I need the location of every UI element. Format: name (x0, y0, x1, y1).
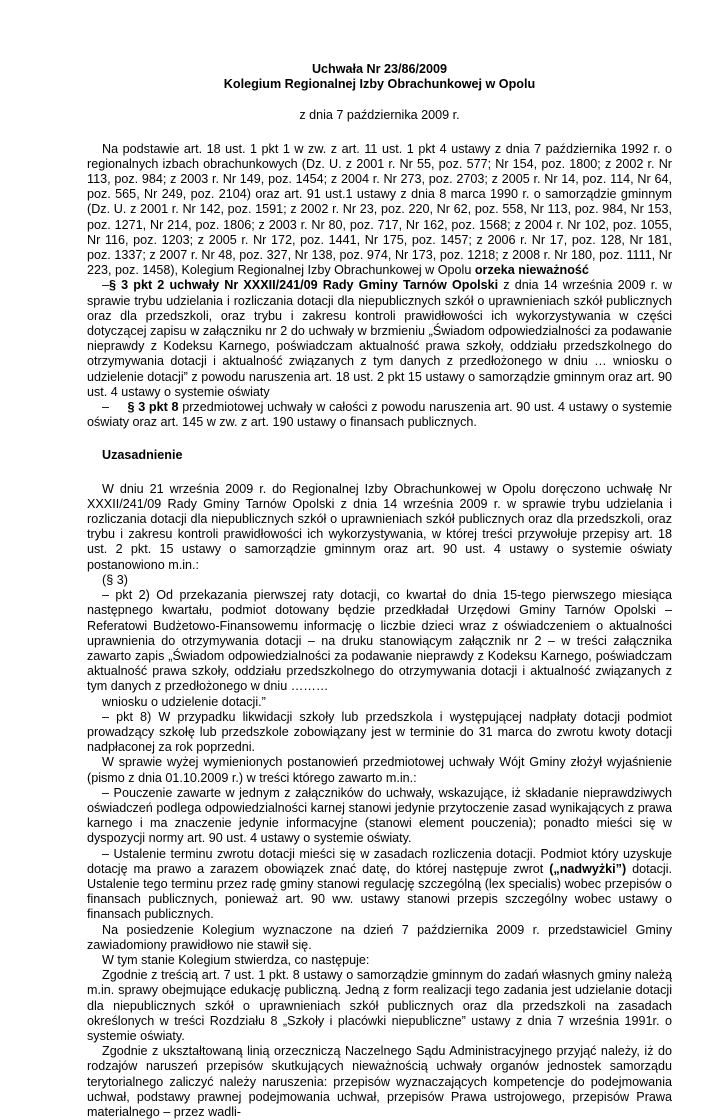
item-dash: – (102, 278, 110, 293)
ruling-phrase: orzeka nieważność (474, 263, 589, 278)
item-dash: – (102, 400, 110, 415)
ruling-item-1 (87, 278, 672, 400)
quoted-point-8 (87, 710, 672, 756)
quoted-point-2-end: wniosku o udzielenie dotacji.” (102, 694, 266, 709)
ruling-item-2-title: § 3 pkt 8 (127, 400, 179, 415)
resolution-number: Uchwała Nr 23/86/2009 (311, 62, 448, 76)
issuing-body: Kolegium Regionalnej Izby Obrachunkowej w Opolu (223, 77, 536, 92)
justification-paragraph: W sprawie wyżej wymienionych postanowień przedmiotowej uchwały Wójt Gminy złożył wyjaśnienie (pismo z dnia 01.10.2009 r.) w treści którego zawarto m.in.: (87, 755, 672, 785)
quoted-point-2 (87, 588, 672, 694)
resolution-date: z dnia 7 października 2009 r. (299, 108, 460, 123)
explanation-point-2-text-b: dotacji. Ustalenie tego terminu przez radę gminy stanowi regulację szczególną (lex specialis) wobec przepisów o finansach publicznych, ponieważ art. 90 ww. ustawy stanowi przepis szczególny wobec ustawy o finansach publicznych. (87, 861, 672, 922)
explanation-point-1-text: Pouczenie zawarte w jednym z załączników do uchwały, wskazujące, iż składanie nieprawdziwych oświadczeń podlega odpowiedzialności karnej stanowi jedynie przytoczenie zasad wynikających z prawa karnego i ma znaczenie jedynie informacyjne (stanowi element pouczenia); ponadto mieści się w dyspozycji normy art. 90 ust. 4 ustawy o systemie oświaty. (87, 785, 672, 846)
legal-basis-text: Na podstawie art. 18 ust. 1 pkt 1 w zw. z art. 11 ust. 1 pkt 4 ustawy z dnia 7 października 1992 r. o regionalnych izbach obrachunkowych (Dz. U. z 2001 r. Nr 55, poz. 577; Nr 154, poz. 1800; z 2002 r. Nr 113, poz. 984; z 2003 r. Nr 149, poz. 1454; z 2004 r. Nr 273, poz. 2703; z 2005 r. Nr 14, poz. 114, Nr 64, poz. 565, Nr 249, poz. 2104) oraz art. 91 ust.1 ustawy z dnia 8 marca 1990 r. o samorządzie gminnym (Dz. U. z 2001 r. Nr 142, poz. 1591; z 2002 r. Nr 23, poz. 220, Nr 62, poz. 558, Nr 113, poz. 984, Nr 153, poz. 1271, Nr 214, poz. 1806; z 2003 r. Nr 80, poz. 717, Nr 162, poz. 1568; z 2004 r. Nr 102, poz. 1055, Nr 116, poz. 1203; z 2005 r. Nr 172, poz. 1441, Nr 175, poz. 1457; z 2006 r. Nr 17, poz. 128, Nr 181, poz. 1337; z 2007 r. Nr 48, poz. 327, Nr 138, poz. 974, Nr 173, poz. 1218; z 2008 r. Nr 180, poz. 1111, Nr 223, poz. 1458), Kolegium Regionalnej Izby Obrachunkowej w Opolu (87, 141, 672, 278)
ruling-item-1-title: § 3 pkt 2 uchwały Nr XXXII/241/09 Rady Gminy Tarnów Opolski (109, 278, 499, 293)
surplus-term: („nadwyżki”) (549, 861, 627, 876)
justification-heading: Uzasadnienie (102, 448, 183, 463)
explanation-point-2-text-a: Ustalenie terminu zwrotu dotacji mieści się w zasadach rozliczenia dotacji. Podmiot który uzyskuje dotację ma prawo a zarazem obowiązek znać datę, do której następuje zwrot (87, 846, 672, 876)
legal-basis-paragraph (87, 142, 672, 279)
ruling-item-2-text: przedmiotowej uchwały w całości z powodu naruszenia art. 90 ust. 4 ustawy o systemie oświaty oraz art. 145 w zw. z art. 190 ustawy o finansach publicznych. (87, 400, 672, 430)
justification-paragraph: Na posiedzenie Kolegium wyznaczone na dzień 7 października 2009 r. przedstawiciel Gminy zawiadomiony prawidłowo nie stawił się. (87, 922, 672, 952)
explanation-point-2 (87, 847, 672, 923)
item-dash: – (102, 785, 110, 800)
justification-paragraph: W dniu 21 września 2009 r. do Regionalnej Izby Obrachunkowej w Opolu doręczono uchwałę Nr XXXII/241/09 Rady Gminy Tarnów Opolski z dnia 14 września 2009 r. w sprawie trybu udzielania i rozliczania dotacji dla niepublicznych szkół o uprawnieniach szkół publicznych oraz dla przedszkoli, oraz trybu i zakresu kontroli prawidłowości ich wykorzystywania, w której treści przywołuje przepisy art. 18 ust. 2 pkt. 15 ustawy o samorządzie gminnym oraz art. 90 ust. 4 ustawy o systemie oświaty postanowiono m.in.: (87, 481, 672, 572)
section-reference: (§ 3) (102, 572, 128, 587)
quoted-point-2-text: pkt 2) Od przekazania pierwszej raty dotacji, co kwartał do dnia 15-tego pierwszego miesiąca następnego kwartału, podmiot dotowany będzie przedkładał Urzędowi Gminy Tarnów Opolski – Referatowi Budżetowo-Finansowemu informację o liczbie dzieci wraz z oświadczeniem o aktualności uprawnienia do otrzymywania dotacji – na druku stanowiącym załącznik nr 2 – w treści załącznika zawarto zapis „Świadom odpowiedzialności za podawanie nieprawdy z Kodeksu Karnego, poświadczam aktualność prawa szkoły, oddziału przedszkolnego do otrzymywania dotacji i aktualność związanych z tym danych z przedłożonego w dniu ……… (87, 588, 672, 694)
ruling-item-1-text: z dnia 14 września 2009 r. w sprawie trybu udzielania i rozliczania dotacji dla niepublicznych szkół o uprawnieniach szkół publicznych oraz dla przedszkoli, oraz trybu i zakresu kontroli prawidłowości ich wykorzystywania w części dotyczącej zapisu w załączniku nr 2 do uchwały w brzmieniu „Świadom odpowiedzialności za podawanie nieprawdy z Kodeksu Karnego, poświadczam aktualność prawa szkoły, oddziału przedszkolnego do otrzymywania dotacji i aktualność związanych z tym danych z przedłożonego w dniu … wniosku o udzielenie dotacji” z powodu naruszenia art. 18 ust. 2 pkt 15 ustawy o samorządzie gminnym oraz art. 90 ust. 4 ustawy o systemie oświaty (87, 278, 672, 399)
item-dash: – (102, 588, 110, 603)
justification-paragraph: Zgodnie z treścią art. 7 ust. 1 pkt. 8 ustawy o samorządzie gminnym do zadań własnych gminy należą m.in. sprawy obejmujące edukację publiczną. Jedną z form realizacji tego zadania jest udzielanie dotacji dla niepublicznych szkół o uprawnieniach szkół publicznych oraz dla przedszkoli na zasadach określonych w treści Rozdziału 8 „Szkoły i placówki niepubliczne” ustawy z dnia 7 września 1991r. o systemie oświaty. (87, 968, 672, 1043)
explanation-point-1 (87, 786, 672, 847)
justification-paragraph: Zgodnie z ukształtowaną linią orzeczniczą Naczelnego Sądu Administracyjnego przyjąć należy, iż do rodzajów naruszeń przepisów skutkujących nieważnością uchwały organów jednostek samorządu terytorialnego zaliczyć należy naruszenia: przepisów wyznaczających kompetencje do podejmowania uchwał, podstawy prawnej podejmowania uchwał, przepisów Prawa ustrojowego, przepisów Prawa materialnego – przez wadli- (87, 1044, 672, 1119)
ruling-item-2 (87, 400, 672, 430)
item-dash: – (102, 709, 110, 724)
item-dash: – (102, 846, 110, 861)
justification-paragraph: W tym stanie Kolegium stwierdza, co następuje: (102, 952, 370, 967)
quoted-point-8-text: pkt 8) W przypadku likwidacji szkoły lub przedszkola i występującej nadpłaty dotacji podmiot prowadzący szkołę lub przedszkole zobowiązany jest w terminie do 31 marca do zwrotu kwoty dotacji nadpłaconej za rok poprzedni. (87, 709, 672, 755)
